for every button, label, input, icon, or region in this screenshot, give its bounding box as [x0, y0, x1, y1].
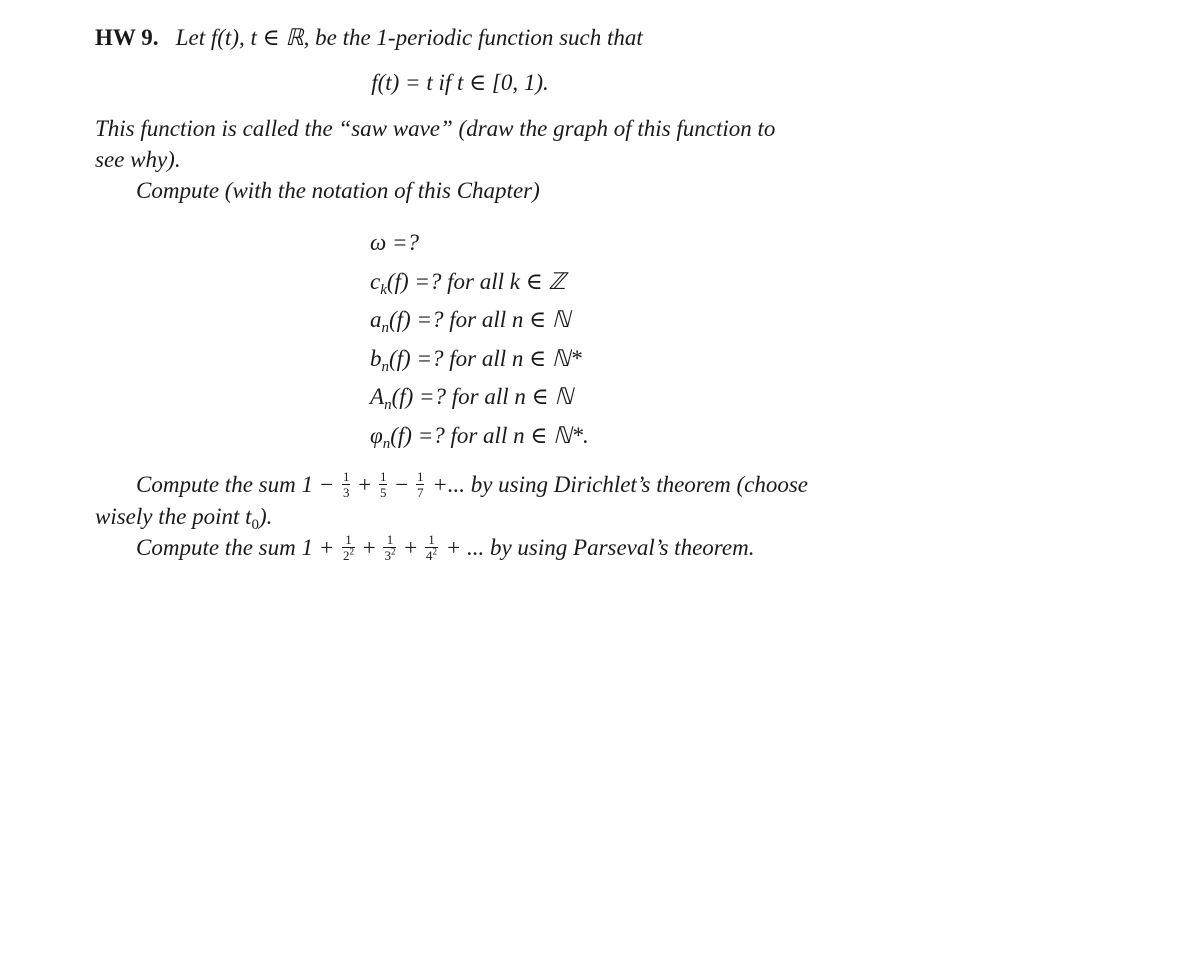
item-bn-subscript: n	[381, 358, 389, 375]
item-capital-an-subscript: n	[384, 397, 392, 413]
saw-wave-line-1: This function is called the “saw wave” (draw the graph of this function to	[95, 116, 776, 141]
fraction-denominator: 5	[379, 485, 387, 501]
denominator-base: 4	[425, 548, 433, 564]
denominator-base: 2	[342, 548, 350, 564]
item-phi-n-symbol: φ	[370, 422, 383, 448]
operator-plus: +	[404, 535, 418, 561]
item-an-symbol: a	[370, 307, 382, 332]
parseval-suffix: + ... by using Parseval’s theorem.	[445, 535, 755, 561]
fraction-numerator: 1	[383, 533, 396, 548]
function-definition: f(t) = t if t ∈ [0, 1).	[371, 70, 549, 95]
item-an-subscript: n	[381, 320, 389, 336]
fraction-one-over-four-squared	[425, 533, 438, 562]
saw-wave-line-2: see why).	[95, 147, 181, 172]
fraction-numerator: 1	[342, 533, 355, 548]
denominator-exponent: 2	[432, 547, 437, 558]
fraction-denominator	[425, 548, 438, 562]
denominator-base: 3	[384, 548, 391, 564]
item-phi-n	[370, 417, 935, 456]
coefficient-list	[370, 224, 935, 455]
fraction-one-fifth	[379, 470, 388, 499]
hw-label: HW 9.	[95, 25, 159, 50]
dirichlet-prefix: Compute the sum 1 −	[136, 472, 335, 497]
item-capital-an-rest: for all n ∈ ℕ	[446, 384, 573, 409]
item-capital-an-mid: (f) =?	[391, 384, 447, 409]
fraction-one-over-three-squared	[383, 533, 396, 562]
dirichlet-question	[95, 469, 935, 501]
item-phi-n-mid: (f) =?	[390, 422, 445, 448]
item-an-rest: for all n ∈ ℕ	[443, 307, 571, 332]
operator-minus: −	[395, 472, 409, 497]
item-phi-n-rest: for all n ∈ ℕ*.	[444, 422, 589, 448]
item-ck-symbol: c	[370, 268, 381, 294]
denominator-exponent: 2	[349, 547, 354, 558]
dirichlet-question-line-2	[95, 501, 935, 532]
item-an-mid: (f) =?	[389, 307, 444, 332]
operator-plus: +	[362, 535, 376, 561]
intro-text: Let f(t), t ∈ ℝ, be the 1-periodic function such that	[175, 25, 643, 50]
fraction-denominator: 3	[342, 485, 350, 501]
item-omega	[370, 224, 935, 263]
fraction-denominator	[342, 548, 355, 562]
fraction-numerator: 1	[342, 469, 350, 485]
item-phi-n-subscript: n	[382, 435, 391, 452]
parseval-prefix: Compute the sum 1 +	[136, 535, 335, 561]
denominator-exponent: 2	[390, 547, 396, 558]
fraction-numerator: 1	[416, 469, 424, 485]
homework-page	[95, 22, 935, 564]
item-ck-rest: for all k ∈ ℤ	[441, 268, 566, 294]
problem-statement	[95, 22, 935, 53]
fraction-numerator: 1	[379, 469, 387, 485]
item-ck	[370, 263, 935, 302]
operator-plus: +	[358, 472, 372, 497]
item-bn	[370, 340, 935, 379]
parseval-question	[95, 532, 935, 564]
item-bn-rest: for all n ∈ ℕ*	[443, 345, 582, 371]
item-an	[370, 301, 935, 340]
fraction-denominator	[383, 548, 396, 562]
dirichlet-line2-prefix: wisely the point t	[95, 504, 252, 530]
item-ck-mid: (f) =?	[386, 268, 442, 294]
item-bn-symbol: b	[370, 345, 382, 371]
fraction-numerator: 1	[425, 533, 438, 548]
fraction-denominator: 7	[416, 485, 424, 501]
item-ck-subscript: k	[380, 281, 387, 298]
dirichlet-suffix: +... by using Dirichlet’s theorem (choose	[432, 472, 808, 497]
compute-intro: Compute (with the notation of this Chapter)	[136, 178, 540, 203]
dirichlet-line2-suffix: ).	[259, 504, 273, 530]
item-omega-text: ω =?	[370, 230, 420, 255]
item-capital-an	[370, 378, 935, 417]
fraction-one-over-two-squared	[342, 533, 355, 562]
item-bn-mid: (f) =?	[389, 345, 444, 371]
t-zero-subscript: 0	[251, 517, 260, 534]
item-capital-an-symbol: A	[370, 384, 385, 409]
fraction-one-third	[342, 470, 351, 499]
fraction-one-seventh	[416, 470, 425, 499]
